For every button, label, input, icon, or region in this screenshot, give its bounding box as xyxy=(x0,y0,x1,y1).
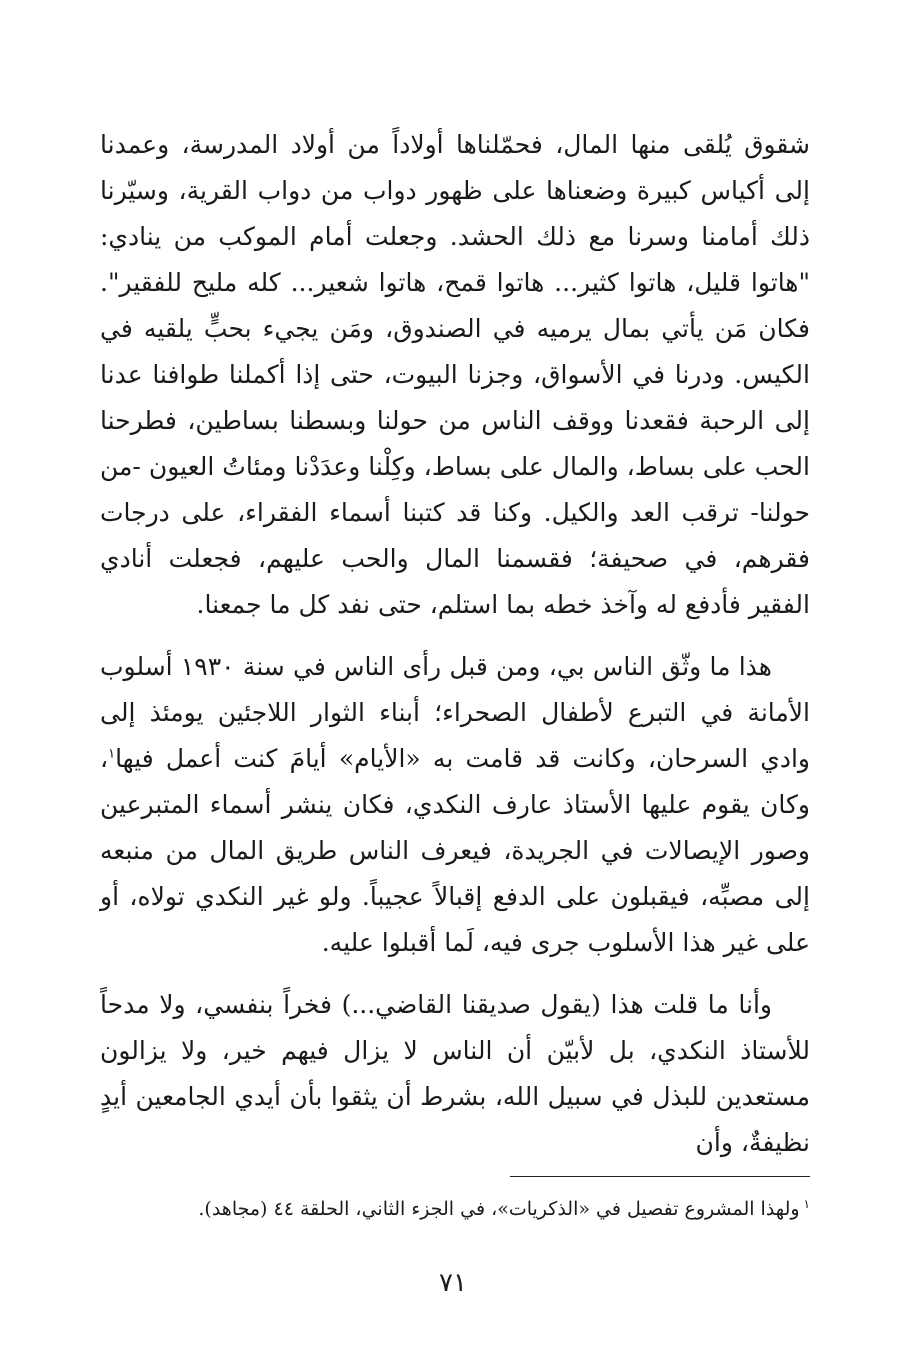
paragraph-2-text-start: هذا ما وثّق الناس بي، ومن قبل رأى الناس في سنة ١٩٣٠ أسلوب الأمانة في التبرع لأطفال الصحراء؛ أبناء الثوار اللاجئين يومئذ إلى وادي السرحان، وكانت قد قامت به «الأيام» أيامَ كنت أعمل فيها xyxy=(100,652,810,773)
page-number: ٧١ xyxy=(439,1268,467,1298)
paragraph-3: وأنا ما قلت هذا (يقول صديقنا القاضي...) فخراً بنفسي، ولا مدحاً للأستاذ النكدي، بل لأبيّن أن الناس لا يزال فيهم خير، ولا يزالون مستعدين للبذل في سبيل الله، بشرط أن يثقوا بأن أيدي الجامعين أيدٍ نظيفةٌ، وأن xyxy=(100,990,810,1157)
footnote-text: ولهذا المشروع تفصيل في «الذكريات»، في الجزء الثاني، الحلقة ٤٤ (مجاهد). xyxy=(198,1198,800,1220)
page-body xyxy=(100,122,810,1166)
paragraph-1: شقوق يُلقى منها المال، فحمّلناها أولاداً من أولاد المدرسة، وعمدنا إلى أكياس كبيرة وضعناها على ظهور دواب من دواب القرية، وسيّرنا ذلك أمامنا وسرنا مع ذلك الحشد. وجعلت أمام الموكب من ينادي: "هاتوا قليل، هاتوا كثير... هاتوا قمح، هاتوا شعير... كله مليح للفقير". فكان مَن يأتي بمال يرميه في الصندوق، ومَن يجيء بحبٍّ يلقيه في الكيس. ودرنا في الأسواق، وجزنا البيوت، حتى إذا أكملنا طوافنا عدنا إلى الرحبة فقعدنا ووقف الناس من حولنا وبسطنا بساطين، فطرحنا الحب على بساط، والمال على بساط، وكِلْنا وعدَدْنا ومئاتُ العيون -من حولنا- ترقب العد والكيل. وكنا قد كتبنا أسماء الفقراء، على درجات فقرهم، في صحيفة؛ فقسمنا المال والحب عليهم، فجعلت أنادي الفقير فأدفع له وآخذ خطه بما استلم، حتى نفد كل ما جمعنا. xyxy=(100,130,810,619)
footnote xyxy=(100,1194,810,1224)
footnote-reference: ١ xyxy=(108,746,116,762)
footnote-divider xyxy=(510,1176,810,1177)
footnote-mark: ١ xyxy=(803,1196,810,1211)
paragraph-2 xyxy=(100,644,810,966)
paragraph-2-text-end: ، وكان يقوم عليها الأستاذ عارف النكدي، فكان ينشر أسماء المتبرعين وصور الإيصالات في الجريدة، فيعرف الناس طريق المال من منبعه إلى مصبِّه، فيقبلون على الدفع إقبالاً عجيباً. ولو غير النكدي تولاه، أو على غير هذا الأسلوب جرى فيه، لَما أقبلوا عليه. xyxy=(100,744,810,957)
